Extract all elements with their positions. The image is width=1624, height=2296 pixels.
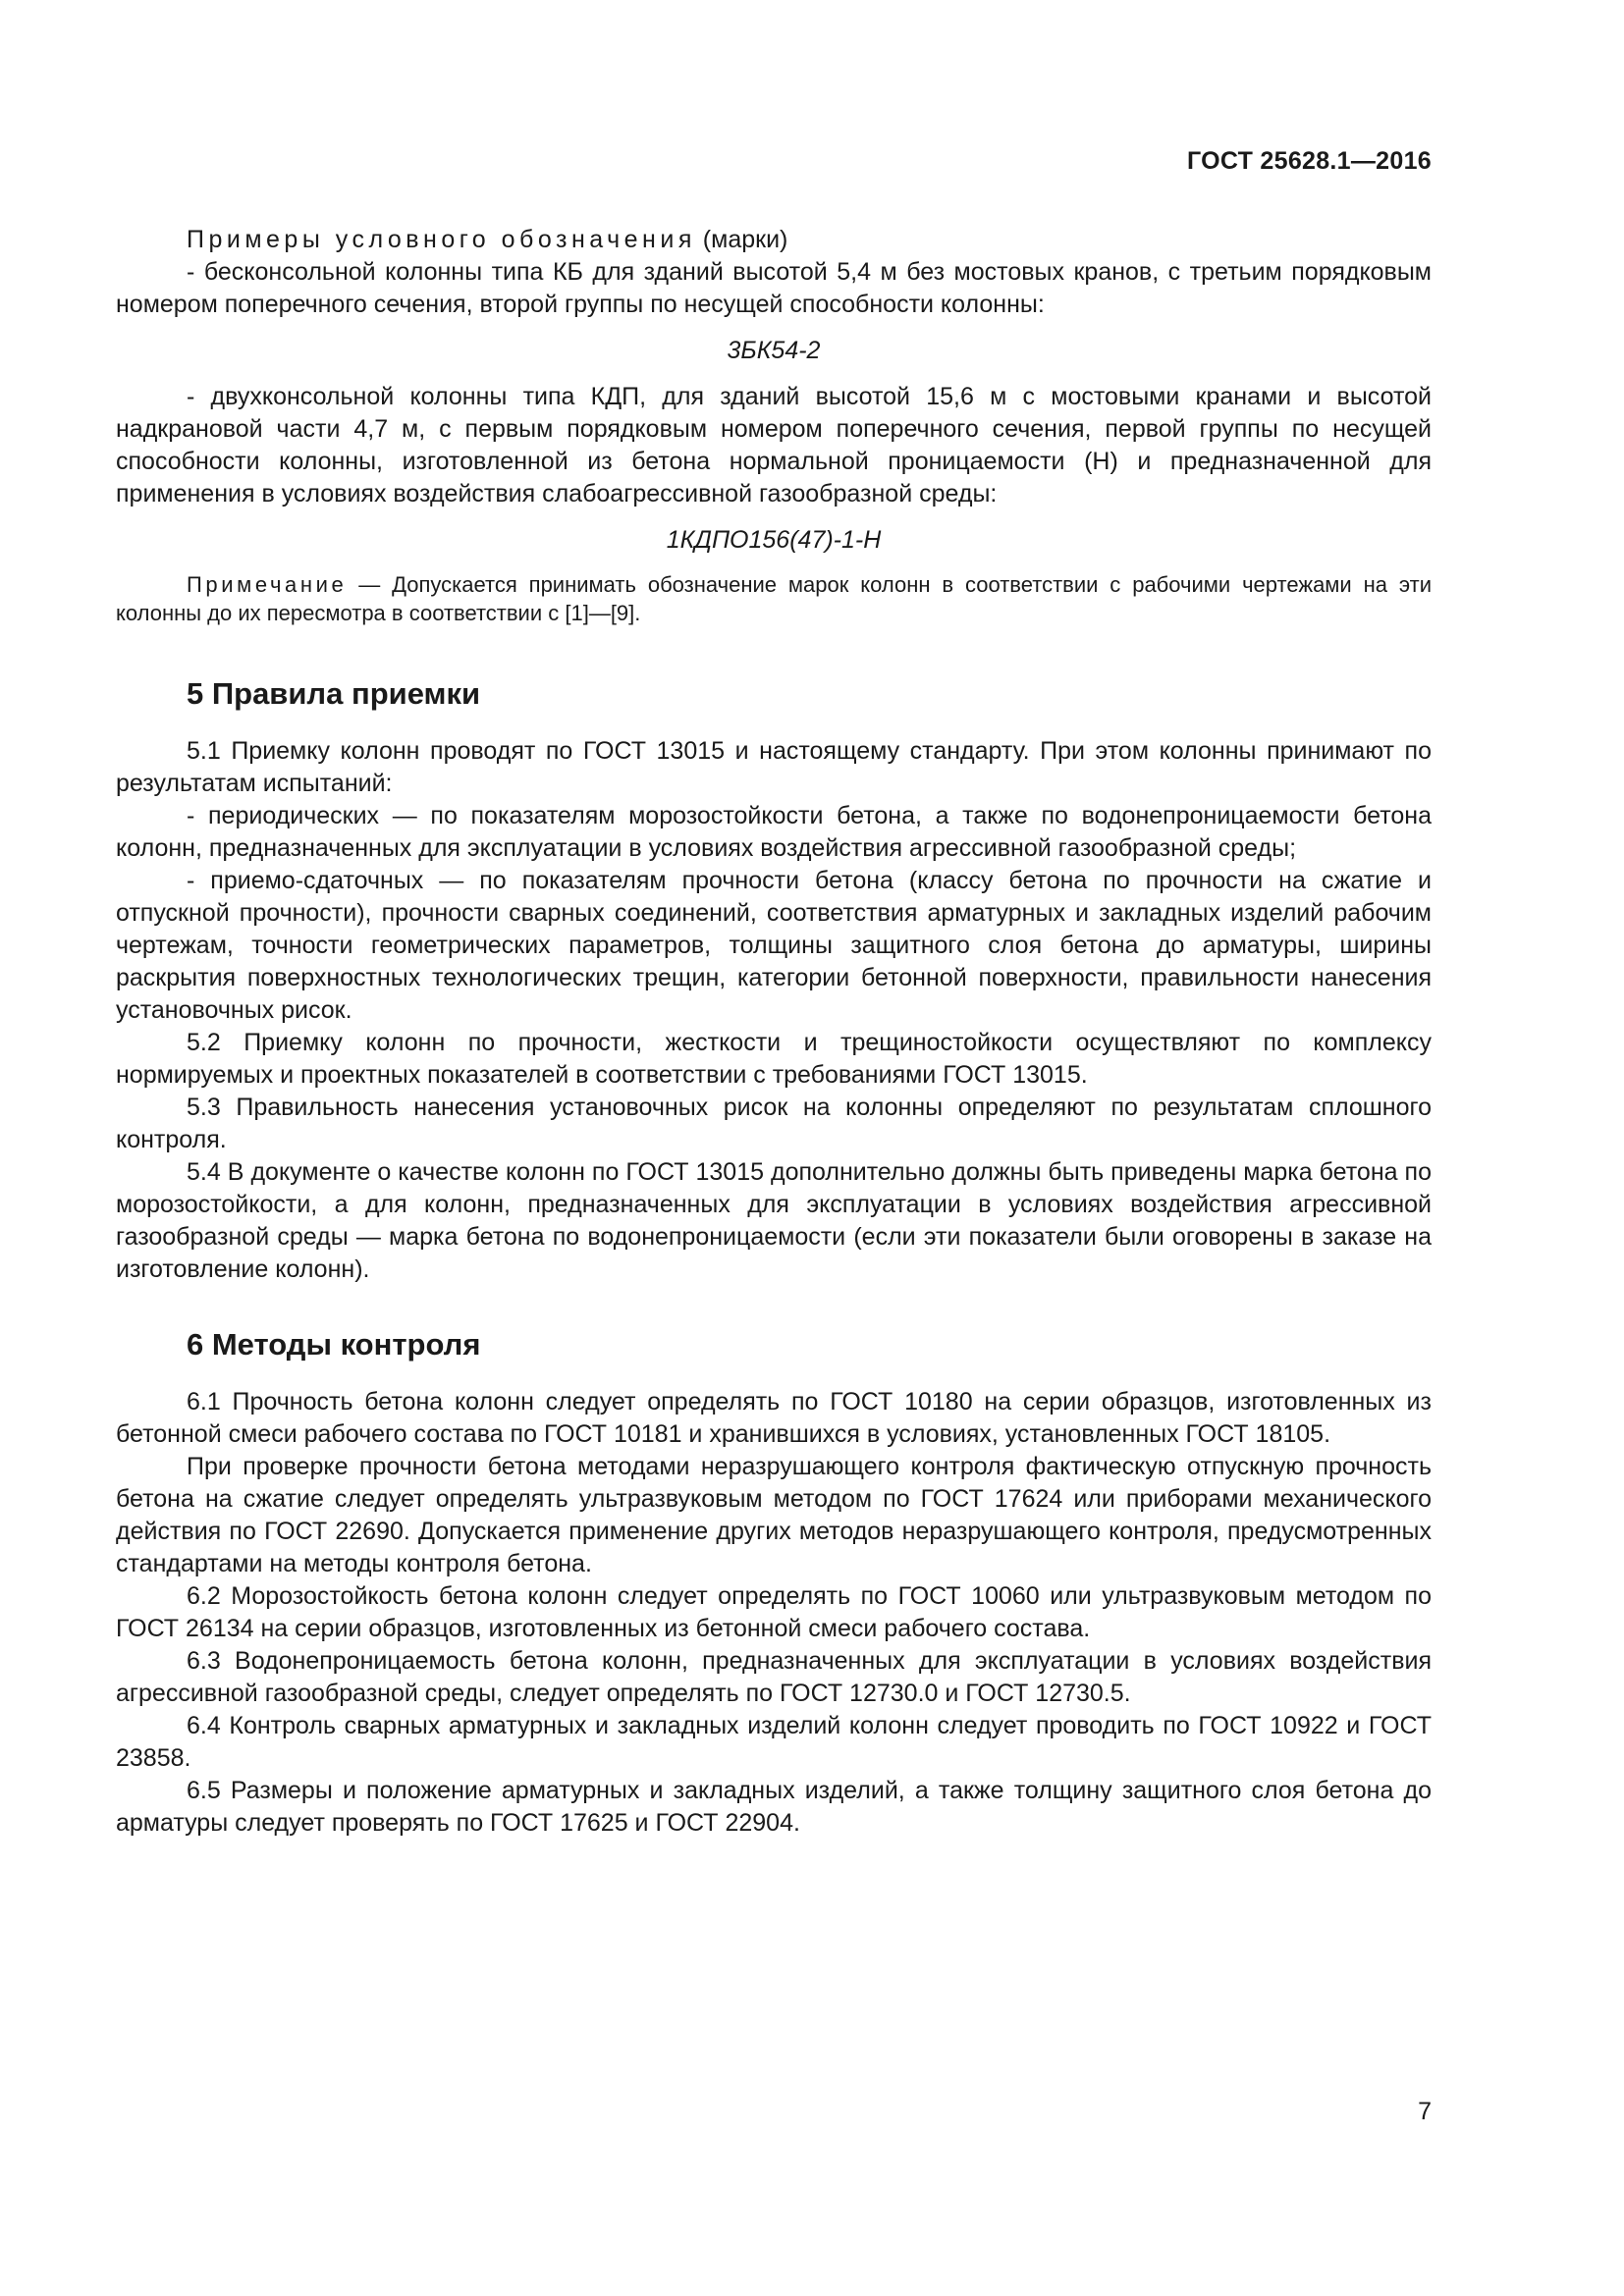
clause-6-5: 6.5 Размеры и положение арматурных и закладных изделий, а также толщину защитного слоя бетона до арматуры следует проверять по ГОСТ 17625 и ГОСТ 22904.	[116, 1777, 1432, 1837]
section-6-title: 6 Методы контроля	[187, 1327, 481, 1362]
example-item-1: - бесконсольной колонны типа КБ для зданий высотой 5,4 м без мостовых кранов, с третьим порядковым номером поперечного сечения, второй группы по несущей способности колонны:	[116, 258, 1432, 318]
examples-heading-rest: (марки)	[695, 226, 788, 253]
document-code: ГОСТ 25628.1—2016	[1186, 147, 1432, 175]
note-text: — Допускается принимать обозначение марок колонн в соответствии с рабочими чертежами на эти колонны до их пересмотра в соответствии с [1]—[9].	[116, 572, 1432, 625]
clause-6-4: 6.4 Контроль сварных арматурных и закладных изделий колонн следует проводить по ГОСТ 10922 и ГОСТ 23858.	[116, 1712, 1432, 1772]
clause-5-3: 5.3 Правильность нанесения установочных рисок на колонны определяют по результатам сплошного контроля.	[116, 1094, 1432, 1153]
example-mark-2: 1КДПО156(47)-1-Н	[666, 526, 882, 554]
examples-heading	[116, 224, 1432, 256]
clause-5-1: 5.1 Приемку колонн проводят по ГОСТ 13015 и настоящему стандарту. При этом колонны принимают по результатам испытаний:	[116, 737, 1432, 797]
clause-5-1-acceptance: - приемо-сдаточных — по показателям прочности бетона (классу бетона по прочности на сжатие и отпускной прочности), прочности сварных соединений, соответствия арматурных и закладных изделий рабочим чертежам, точности геометрических параметров, толщины защитного слоя бетона до арматуры, ширины раскрытия поверхностных технологических трещин, категории бетонной поверхности, правильности нанесения установочных рисок.	[116, 867, 1432, 1024]
document-page	[116, 0, 1432, 2296]
clause-5-2: 5.2 Приемку колонн по прочности, жесткости и трещиностойкости осуществляют по комплексу нормируемых и проектных показателей в соответствии с требованиями ГОСТ 13015.	[116, 1029, 1432, 1089]
page-number: 7	[1418, 2098, 1432, 2125]
clause-5-4: 5.4 В документе о качестве колонн по ГОСТ 13015 дополнительно должны быть приведены марка бетона по морозостойкости, а для колонн, предназначенных для эксплуатации в условиях воздействия агрессивной газообразной среды — марка бетона по водонепроницаемости (если эти показатели были оговорены в заказе на изготовление колонн).	[116, 1158, 1432, 1283]
note-label: Примечание	[187, 572, 348, 597]
note	[116, 570, 1432, 627]
clause-6-3: 6.3 Водонепроницаемость бетона колонн, предназначенных для эксплуатации в условиях воздействия агрессивной газообразной среды, следует определять по ГОСТ 12730.0 и ГОСТ 12730.5.	[116, 1647, 1432, 1707]
example-mark-1: 3БК54-2	[727, 337, 821, 364]
clause-6-2: 6.2 Морозостойкость бетона колонн следует определять по ГОСТ 10060 или ультразвуковым методом по ГОСТ 26134 на серии образцов, изготовленных из бетонной смеси рабочего состава.	[116, 1582, 1432, 1642]
clause-6-1: 6.1 Прочность бетона колонн следует определять по ГОСТ 10180 на серии образцов, изготовленных из бетонной смеси рабочего состава по ГОСТ 10181 и хранившихся в условиях, установленных ГОСТ 18105.	[116, 1388, 1432, 1448]
page-content	[116, 224, 1432, 1840]
examples-heading-spaced: Примеры условного обозначения	[187, 226, 696, 253]
example-item-2: - двухконсольной колонны типа КДП, для зданий высотой 15,6 м с мостовыми кранами и высотой надкрановой части 4,7 м, с первым порядковым номером поперечного сечения, первой группы по несущей способности колонны, изготовленной из бетона нормальной проницаемости (Н) и предназначенной для применения в условиях воздействия слабоагрессивной газообразной среды:	[116, 383, 1432, 507]
section-5-title: 5 Правила приемки	[187, 676, 481, 711]
clause-6-1-ndt: При проверке прочности бетона методами неразрушающего контроля фактическую отпускную прочность бетона на сжатие следует определять ультразвуковым методом по ГОСТ 17624 или приборами механического действия по ГОСТ 22690. Допускается применение других методов неразрушающего контроля, предусмотренных стандартами на методы контроля бетона.	[116, 1453, 1432, 1577]
clause-5-1-periodic: - периодических — по показателям морозостойкости бетона, а также по водонепроницаемости бетона колонн, предназначенных для эксплуатации в условиях воздействия агрессивной газообразной среды;	[116, 802, 1432, 862]
